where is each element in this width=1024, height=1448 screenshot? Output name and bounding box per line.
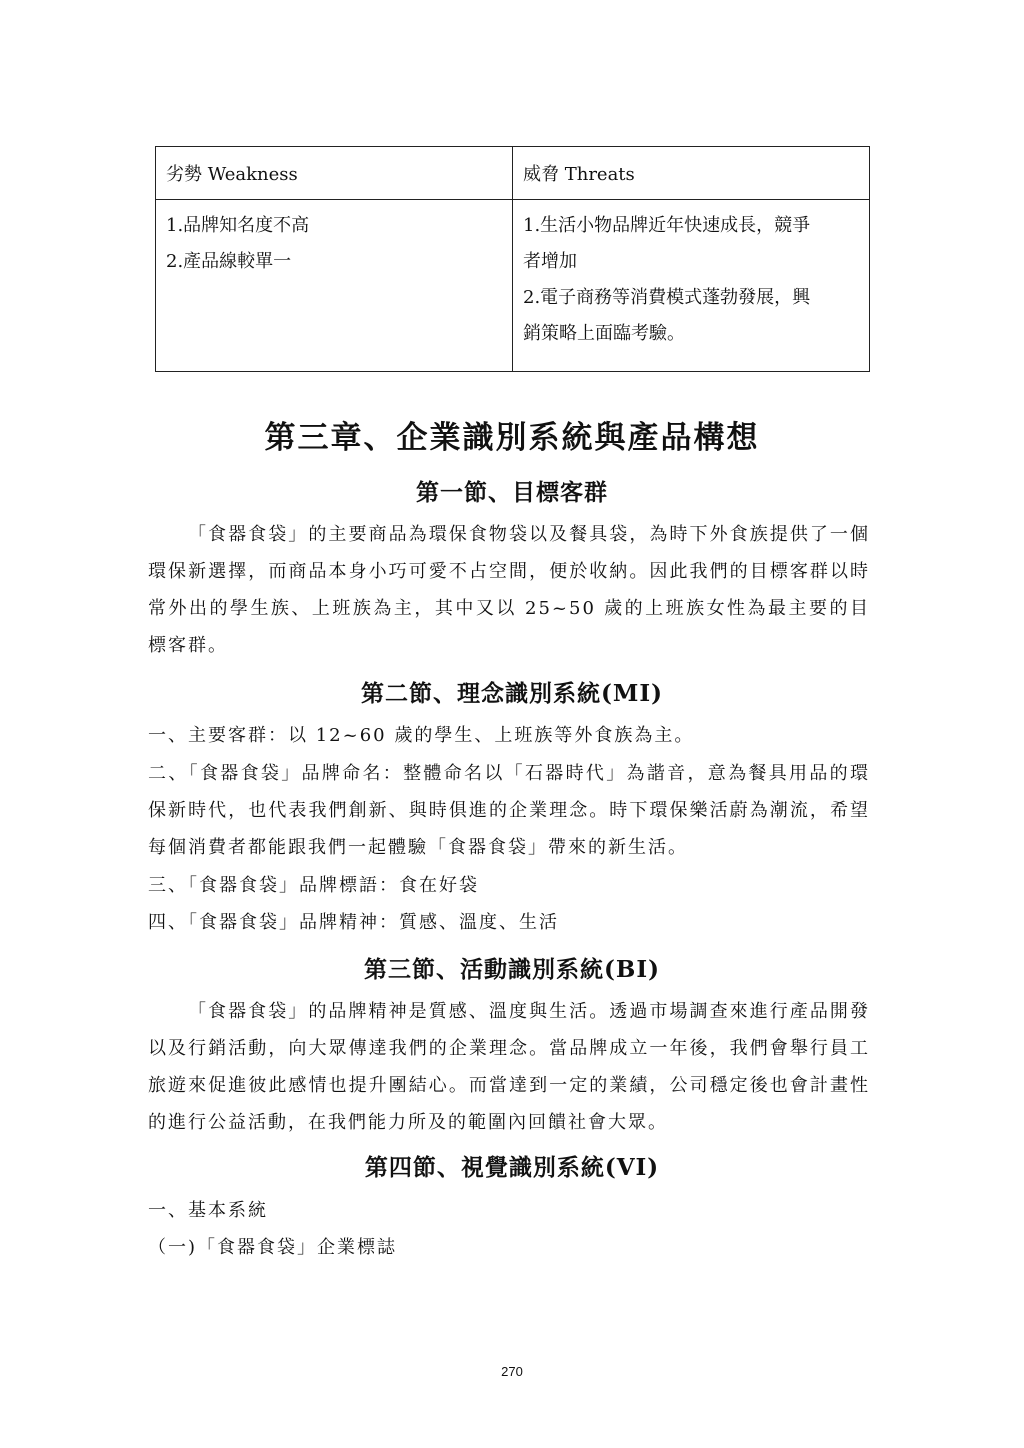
section4-title: 第四節、視覺識別系統(VI) (364, 1154, 660, 1181)
chapter-title: 第三章、企業識別系統與產品構想 (264, 420, 760, 456)
threats-header: 威脅 Threats (513, 147, 870, 200)
threats-line: 銷策略上面臨考驗。 (523, 323, 685, 344)
section4-item2: （一)「食器食袋」企業標誌 (148, 1237, 398, 1258)
threats-line: 2.電子商務等消費模式蓬勃發展，興 (523, 287, 811, 308)
weakness-header: 劣勢 Weakness (156, 147, 513, 200)
section3-title: 第三節、活動識別系統(BI) (364, 956, 660, 983)
section1-paragraph: 「食器食袋」的主要商品為環保食物袋以及餐具袋，為時下外食族提供了一個環保新選擇，而商品本身小巧可愛不占空間，便於收納。因此我們的目標客群以時常外出的學生族、上班族為主，其中又以 25~50 歲的上班族女性為最主要的目標客群。 (148, 524, 870, 656)
section2-item2: 二、「食器食袋」品牌命名：整體命名以「石器時代」為諧音，意為餐具用品的環保新時代，也代表我們創新、與時俱進的企業理念。時下環保樂活蔚為潮流，希望每個消費者都能跟我們一起體驗「食器食袋」帶來的新生活。 (148, 763, 870, 858)
section2-title: 第二節、理念識別系統(MI) (361, 680, 663, 707)
section2-item4: 四、「食器食袋」品牌精神：質感、溫度、生活 (148, 912, 559, 933)
weakness-item: 2.產品線較單一 (166, 251, 292, 272)
threats-line: 者增加 (523, 251, 577, 272)
threats-line: 1.生活小物品牌近年快速成長，競爭 (523, 215, 811, 236)
section1-title: 第一節、目標客群 (416, 479, 608, 506)
section3-paragraph: 「食器食袋」的品牌精神是質感、溫度與生活。透過市場調查來進行產品開發以及行銷活動，向大眾傳達我們的企業理念。當品牌成立一年後，我們會舉行員工旅遊來促進彼此感情也提升團結心。而當達到一定的業績，公司穩定後也會計畫性的進行公益活動，在我們能力所及的範圍內回饋社會大眾。 (148, 1001, 870, 1133)
threats-cell (513, 200, 870, 372)
swot-table (155, 146, 870, 372)
section2-item1: 一、主要客群：以 12~60 歲的學生、上班族等外食族為主。 (148, 725, 695, 746)
section4-item1: 一、基本系統 (148, 1200, 268, 1221)
swot-header-row (156, 147, 870, 200)
weakness-item: 1.品牌知名度不高 (166, 215, 310, 236)
page-number: 270 (501, 1364, 523, 1379)
weakness-cell (156, 200, 513, 372)
swot-body-row (156, 200, 870, 372)
section2-item3: 三、「食器食袋」品牌標語：食在好袋 (148, 875, 479, 896)
